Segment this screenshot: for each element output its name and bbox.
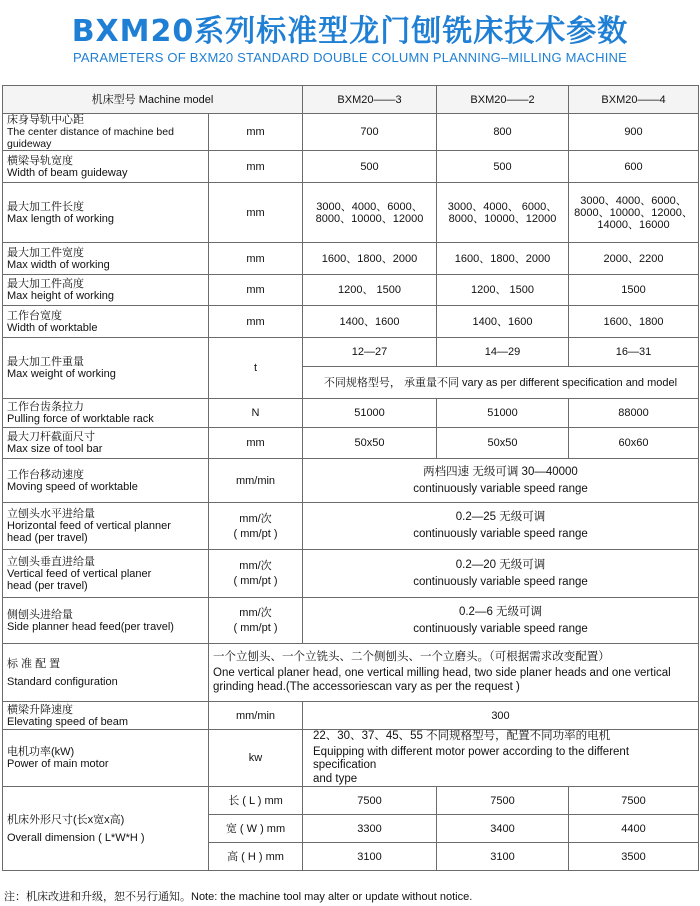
value-cell: 60x60 [569, 428, 699, 459]
value-line: 3000、4000、6000、 [580, 194, 687, 207]
param-label-cn: 侧刨头进给量 [7, 608, 73, 621]
param-label [3, 598, 209, 644]
value-cell: 800 [437, 114, 569, 151]
value-cell [569, 183, 699, 243]
value-cell: 1400、1600 [303, 306, 437, 338]
unit-cell: mm [209, 243, 303, 275]
param-label [3, 151, 209, 183]
unit-cell: mm [209, 114, 303, 151]
table-header-row [3, 86, 699, 114]
unit-line: mm/次 [239, 607, 272, 619]
value-cell: 700 [303, 114, 437, 151]
table-row [3, 151, 699, 183]
model-name: BXM20——3 [303, 86, 437, 114]
model-label: 机床型号 Machine model [3, 86, 303, 114]
value-cell: 2000、2200 [569, 243, 699, 275]
value-line: 8000、10000、12000 [448, 212, 557, 225]
value-cell: 600 [569, 151, 699, 183]
param-label [3, 183, 209, 243]
table-row [3, 399, 699, 428]
value-line: 3000、4000、6000、 [316, 200, 423, 213]
param-label-en: Max width of working [7, 258, 110, 271]
param-label-cn: 最大加工件长度 [7, 200, 84, 213]
dimension-label: 长 ( L ) mm [209, 787, 303, 815]
param-label-cn: 工作台宽度 [7, 309, 62, 322]
param-label-cn: 立刨头水平进给量 [7, 508, 95, 520]
param-label-en: Width of worktable [7, 321, 98, 334]
value-cell: 12—27 [303, 338, 437, 367]
model-name: BXM20——2 [437, 86, 569, 114]
value-line: grinding head.(The accessoriescan vary as per the request ) [213, 681, 520, 693]
table-row [3, 459, 699, 503]
param-label [3, 243, 209, 275]
value-cell: 1200、 1500 [437, 275, 569, 306]
value-cell: 1200、 1500 [303, 275, 437, 306]
table-row [3, 730, 699, 787]
param-label [3, 644, 209, 702]
value-line: 14000、16000 [597, 218, 670, 231]
unit-line: mm/次 [239, 512, 272, 525]
value-cell: 51000 [303, 399, 437, 428]
value-cell: 50x50 [437, 428, 569, 459]
param-label-cn: 工作台移动速度 [7, 468, 84, 481]
value-line: 22、30、37、45、55 不同规格型号，配置不同功率的电机 [313, 730, 611, 742]
param-label [3, 428, 209, 459]
value-cell [209, 644, 699, 702]
value-cell: 1600、1800、2000 [437, 243, 569, 275]
value-cell: 900 [569, 114, 699, 151]
value-cell [303, 598, 699, 644]
param-label-cn: 横梁导轨宽度 [7, 154, 73, 167]
param-label-cn: 最大加工件宽度 [7, 246, 84, 259]
param-label-cn: 标 准 配 置 [7, 657, 61, 670]
value-line: 8000、10000、12000 [315, 212, 424, 225]
param-label [3, 503, 209, 550]
param-label-cn: 电机功率(kW) [7, 746, 75, 758]
value-cell: 3100 [303, 843, 437, 871]
unit-line: ( mm/pt ) [233, 575, 278, 587]
param-label [3, 275, 209, 306]
param-label-en: The center distance of machine bed guideway [7, 126, 174, 150]
table-row [3, 428, 699, 459]
table-row [3, 275, 699, 306]
param-label [3, 399, 209, 428]
param-label-en: Max height of working [7, 290, 114, 302]
value-cell [303, 459, 699, 503]
value-cell: 14—29 [437, 338, 569, 367]
param-label [3, 338, 209, 399]
value-line: Equipping with different motor power according to the different specification [313, 746, 630, 771]
param-label-cn: 横梁升降速度 [7, 703, 73, 716]
value-cell [303, 183, 437, 243]
table-row [3, 243, 699, 275]
param-label-en: Max size of tool bar [7, 443, 103, 455]
value-note: 不同规格型号， 承重量不同 vary as per different specification and model [303, 367, 699, 399]
param-label-en: Side planner head feed(per travel) [7, 620, 174, 633]
value-cell: 51000 [437, 399, 569, 428]
value-line: 一个立刨头、一个立铣头、二个侧刨头、一个立磨头。（可根据需求改变配置） [213, 651, 610, 663]
value-line: continuously variable speed range [413, 482, 588, 495]
unit-cell: mm [209, 275, 303, 306]
value-cell: 3400 [437, 815, 569, 843]
table-row [3, 306, 699, 338]
unit-cell: mm [209, 183, 303, 243]
value-cell: 3300 [303, 815, 437, 843]
unit-cell: mm [209, 151, 303, 183]
value-line: 0.2—6 无级可调 [458, 605, 543, 618]
value-cell [437, 183, 569, 243]
param-label-cn: 最大刀杆截面尺寸 [7, 431, 95, 443]
param-label-en: Vertical feed of vertical planer [7, 567, 152, 580]
table-row [3, 702, 699, 730]
value-cell: 3100 [437, 843, 569, 871]
table-row [3, 338, 699, 367]
value-line: One vertical planer head, one vertical milling head, two side planer heads and one vertical [213, 667, 671, 679]
unit-cell: mm/min [209, 702, 303, 730]
unit-cell: t [209, 338, 303, 399]
page-subtitle: PARAMETERS OF BXM20 STANDARD DOUBLE COLUMN PLANNING–MILLING MACHINE [73, 50, 627, 65]
param-label [3, 550, 209, 598]
param-label [3, 787, 209, 871]
value-cell: 16—31 [569, 338, 699, 367]
value-cell [303, 503, 699, 550]
param-label-en: Moving speed of worktable [7, 480, 138, 493]
param-label-cn: 最大加工件重量 [7, 356, 84, 368]
table-row [3, 644, 699, 702]
value-cell: 88000 [569, 399, 699, 428]
param-label-cn: 工作台齿条拉力 [7, 401, 84, 413]
page-title: BXM20系列标准型龙门刨铣床技术参数 [71, 14, 629, 49]
table-row [3, 787, 699, 815]
param-label-en: Power of main motor [7, 758, 109, 770]
value-line: 两档四速 无级可调 30—40000 [423, 465, 578, 478]
param-label-cn: 立刨头垂直进给量 [7, 555, 95, 568]
table-row [3, 550, 699, 598]
param-label-en: Overall dimension ( L*W*H ) [7, 831, 145, 844]
param-label [3, 459, 209, 503]
value-cell: 7500 [569, 787, 699, 815]
unit-cell [209, 503, 303, 550]
unit-line: ( mm/pt ) [233, 622, 278, 634]
footnote: 注：机床改进和升级，恕不另行通知。Note: the machine tool may alter or update without notice. [4, 891, 473, 903]
unit-cell: mm [209, 428, 303, 459]
param-label-en: Pulling force of worktable rack [7, 413, 154, 425]
value-line: continuously variable speed range [413, 575, 588, 588]
unit-cell: mm [209, 306, 303, 338]
unit-cell: mm/min [209, 459, 303, 503]
param-label-en: Horizontal feed of vertical planner [7, 520, 171, 532]
value-cell: 1500 [569, 275, 699, 306]
value-line: and type [313, 773, 358, 785]
unit-cell: N [209, 399, 303, 428]
unit-line: ( mm/pt ) [233, 527, 278, 540]
param-label-en: Max length of working [7, 212, 114, 225]
param-label-en: Standard configuration [7, 675, 118, 688]
dimension-label: 宽 ( W ) mm [209, 815, 303, 843]
param-label-cn: 床身导轨中心距 [7, 114, 84, 126]
value-line: 0.2—25 无级可调 [455, 511, 546, 523]
value-line: continuously variable speed range [413, 528, 588, 540]
table-row [3, 598, 699, 644]
unit-cell [209, 550, 303, 598]
value-cell: 50x50 [303, 428, 437, 459]
table-row [3, 183, 699, 243]
value-cell [303, 730, 699, 787]
value-line: continuously variable speed range [413, 622, 588, 635]
value-cell: 1600、1800 [569, 306, 699, 338]
param-label [3, 114, 209, 151]
param-label-en: head (per travel) [7, 532, 88, 544]
value-cell: 500 [303, 151, 437, 183]
param-label-en: Elevating speed of beam [7, 715, 129, 728]
value-line: 3000、4000、 6000、 [447, 200, 558, 213]
value-cell: 500 [437, 151, 569, 183]
param-label [3, 702, 209, 730]
unit-cell [209, 598, 303, 644]
param-label-cn: 机床外形尺寸(长x宽x高) [7, 813, 125, 826]
model-name: BXM20——4 [569, 86, 699, 114]
value-cell: 3500 [569, 843, 699, 871]
value-cell [303, 550, 699, 598]
unit-line: mm/次 [239, 560, 272, 572]
param-label-en: Width of beam guideway [7, 166, 128, 179]
unit-cell: kw [209, 730, 303, 787]
param-label [3, 306, 209, 338]
table-row [3, 114, 699, 151]
value-line: 8000、10000、12000、 [574, 206, 693, 219]
param-label-en: head (per travel) [7, 579, 88, 592]
spec-table [2, 85, 699, 871]
param-label-en: Max weight of working [7, 368, 116, 380]
param-label [3, 730, 209, 787]
value-cell: 4400 [569, 815, 699, 843]
value-line: 0.2—20 无级可调 [455, 558, 546, 571]
value-cell: 7500 [437, 787, 569, 815]
value-cell: 300 [303, 702, 699, 730]
value-cell: 7500 [303, 787, 437, 815]
param-label-cn: 最大加工件高度 [7, 278, 84, 290]
value-cell: 1400、1600 [437, 306, 569, 338]
dimension-label: 高 ( H ) mm [209, 843, 303, 871]
value-cell: 1600、1800、2000 [303, 243, 437, 275]
table-row [3, 503, 699, 550]
